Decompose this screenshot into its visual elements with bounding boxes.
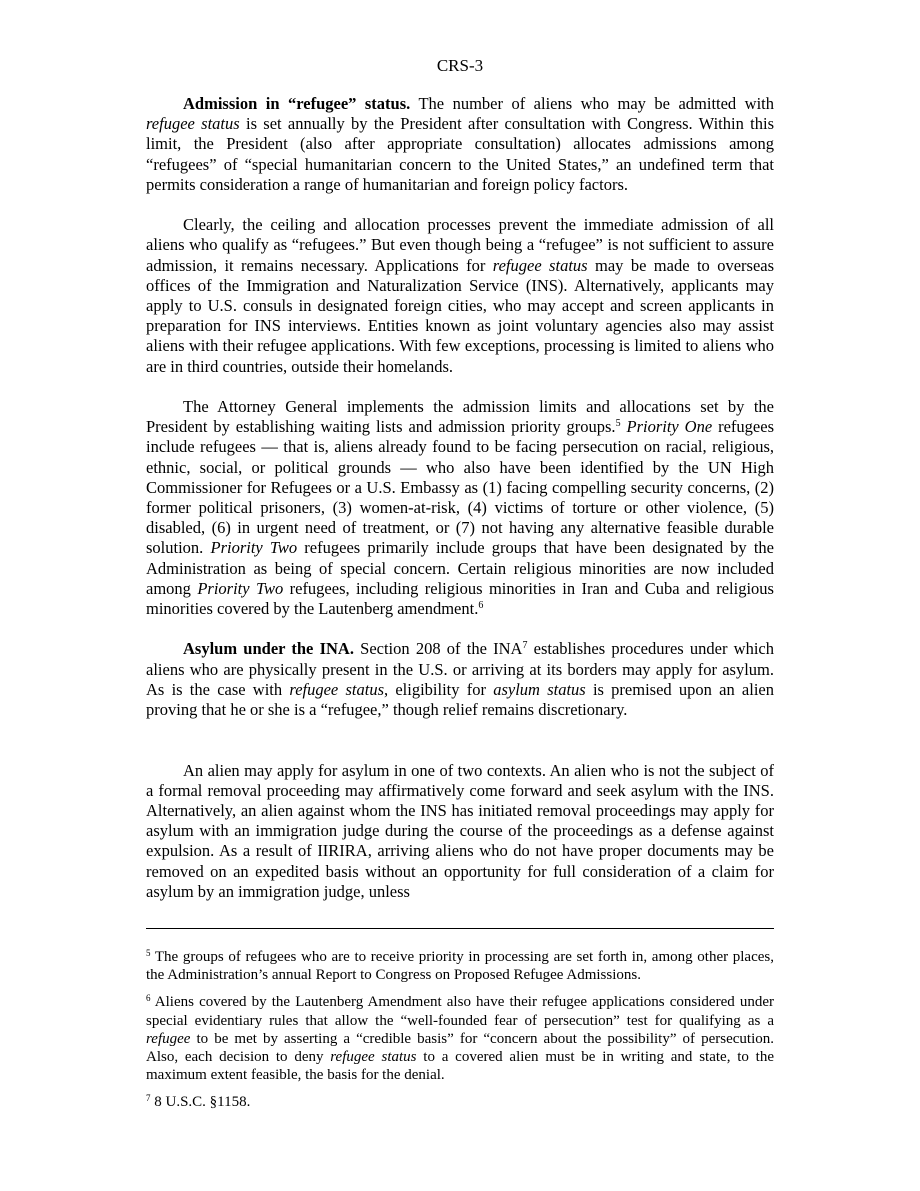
footnote-ref-7[interactable]: 7: [522, 640, 528, 652]
paragraph-priority-groups: [146, 397, 774, 619]
paragraph-asylum-under-ina: [146, 639, 774, 720]
footnote-5: [146, 948, 774, 984]
text-run: may be made to overseas offices of the Immigration and Naturalization Service (INS). Alternatively, applicants may apply to U.S. consuls in designated foreign cities, who may accept and screen applicants in preparation for INS interviews. Entities known as joint voluntary agencies also may assist aliens with their refugee applications. With few exceptions, processing is limited to aliens who are in third countries, outside their homelands.: [146, 255, 775, 376]
text-run: is set annually by the President after consultation with Congress. Within this limit, the President (also after appropriate consultation) allocates admissions among “refugees” of “special humanitarian concern to the United States,” an undefined term that permits consideration a range of humanitarian and foreign policy factors.: [146, 114, 774, 194]
text-run: to be met by asserting a “credible basis” for “concern about the possibility” of persecution. Also, each decision to deny: [146, 1030, 774, 1066]
footnote-number: 5: [146, 948, 151, 958]
footnote-number: 6: [146, 993, 151, 1004]
italic-term: Priority Two: [197, 578, 284, 598]
text-run: establishes procedures under which aliens who are physically present in the U.S. or arriving at its borders may apply for asylum. As is the case with: [146, 639, 774, 699]
footnote-ref-6[interactable]: 6: [478, 600, 484, 612]
italic-term: Priority Two: [210, 538, 298, 558]
text-run: to a covered alien must be in writing and state, to the maximum extent feasible, the basis for the denial.: [146, 1049, 775, 1084]
text-run: The groups of refugees who are to receive priority in processing are set forth in, among other places, the Administration’s annual Report to Congress on Proposed Refugee Admissions.: [146, 949, 774, 984]
italic-term: refugee: [146, 1030, 191, 1047]
text-run: An alien may apply for asylum in one of two contexts. An alien who is not the subject of a formal removal proceeding may affirmatively come forward and seek asylum with the INS. Alternatively, an alien against whom the INS has initiated removal proceedings may apply for asylum with an immigration judge during the course of the proceedings as a defense against expulsion. As a result of IIRIRA, arriving aliens who do not have proper documents may be removed on an expedited basis without an opportunity for full consideration of a claim for asylum by an immigration judge, unless: [146, 760, 774, 901]
text-run: The number of aliens who may be admitted with: [410, 94, 774, 113]
page-number-header: CRS-3: [436, 56, 484, 75]
paragraph-ceiling-allocation: [146, 215, 774, 377]
text-run: is premised upon an alien proving that he or she is a “refugee,” though relief remains discretionary.: [146, 679, 774, 720]
run-in-heading-asylum: Asylum under the INA.: [183, 639, 354, 659]
paragraph-asylum-contexts: [146, 761, 774, 902]
footnote-number: 7: [146, 1093, 151, 1104]
text-run: Clearly, the ceiling and allocation processes prevent the immediate admission of all aliens who qualify as “refugees.” But even though being a “refugee” is not sufficient to assure admission, it remains necessary. Applications for: [146, 215, 774, 275]
italic-term: refugee status: [289, 679, 384, 699]
footnote-separator-rule: [146, 928, 774, 929]
body-text: [146, 94, 774, 902]
paragraph-admission-refugee-status: [146, 94, 774, 195]
text-run: Aliens covered by the Lautenberg Amendment also have their refugee applications considered under special evidentiary rules that allow the “well-founded fear of persecution” test for qualifying as a: [146, 994, 774, 1029]
italic-term: refugee status: [146, 114, 240, 134]
italic-term: refugee status: [492, 255, 588, 275]
run-in-heading-admission: Admission in “refugee” status.: [183, 94, 411, 113]
text-run: The Attorney General implements the admission limits and allocations set by the President by establishing waiting lists and admission priority groups.: [146, 397, 774, 437]
text-run: refugees primarily include groups that have been designated by the Administration as being of special concern. Certain religious minorities are now included among: [146, 538, 774, 598]
text-run: refugees, including religious minorities in Iran and Cuba and religious minorities covered by the Lautenberg amendment.: [146, 578, 774, 619]
text-run: 8 U.S.C. §1158.: [150, 1094, 251, 1111]
footnote-7: [146, 1093, 774, 1111]
footnote-6: [146, 993, 774, 1084]
italic-term: asylum status: [493, 679, 586, 699]
text-run: refugees include refugees — that is, aliens already found to be facing persecution on racial, religious, ethnic, social, or political grounds — who also have been identified by the UN High Commissioner for Refugees or a U.S. Embassy as (1) facing compelling security concerns, (2) former political prisoners, (3) women-at-risk, (4) victims of torture or other violence, (5) disabled, (6) in urgent need of treatment, or (7) not having any alternative feasible durable solution.: [146, 417, 774, 558]
text-run: , eligibility for: [384, 679, 494, 699]
footnotes-section: [146, 948, 774, 1121]
footnote-ref-5[interactable]: 5: [615, 418, 621, 430]
text-run: Section 208 of the INA: [353, 639, 523, 659]
italic-term: Priority One: [626, 417, 713, 437]
italic-term: refugee status: [330, 1049, 417, 1066]
